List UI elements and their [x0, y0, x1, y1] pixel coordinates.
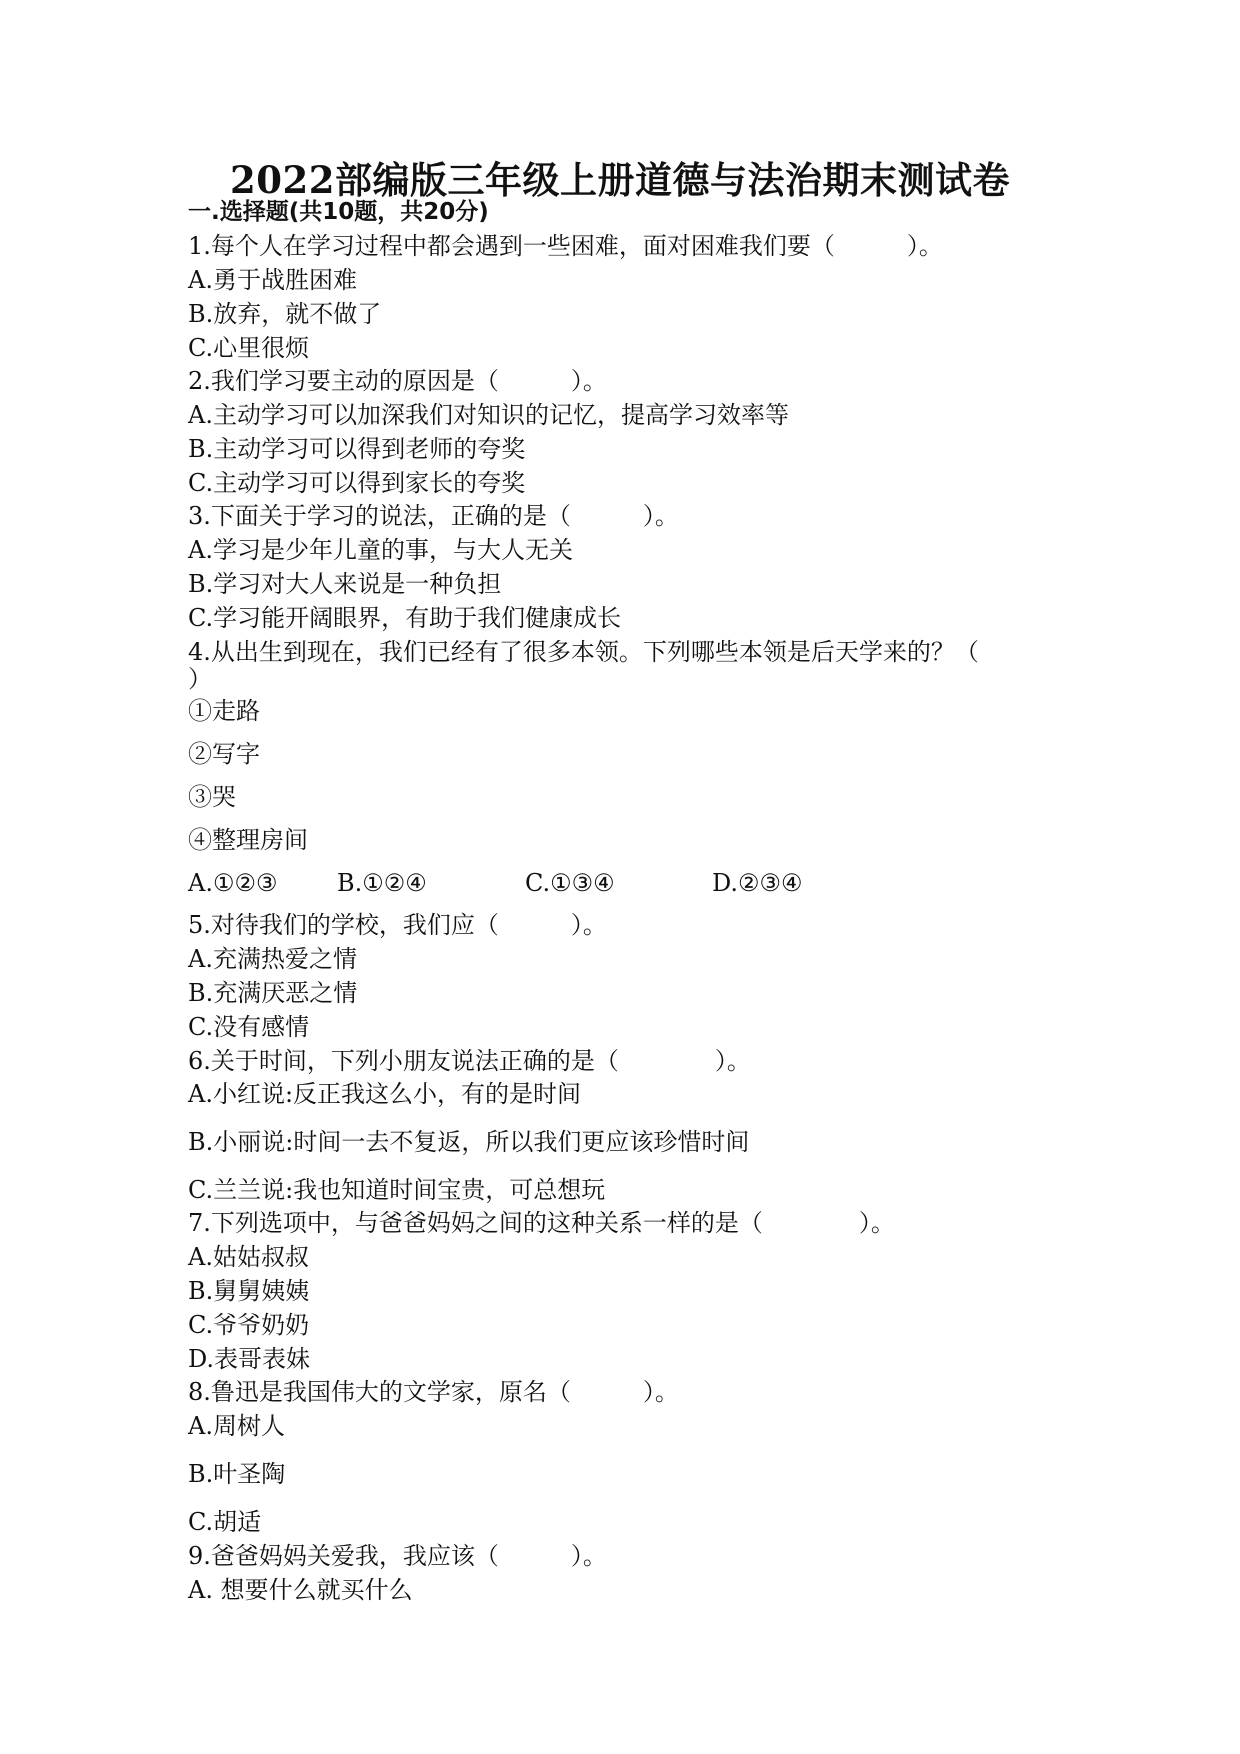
q5-option-b: B.充满厌恶之情	[188, 979, 358, 1007]
q5-option-c: C.没有感情	[188, 1013, 310, 1041]
q4-option-c: C.①③④	[525, 869, 615, 897]
page-title: 2022部编版三年级上册道德与法治期末测试卷	[230, 158, 1010, 202]
question-2: 2.我们学习要主动的原因是（ ）。	[188, 367, 607, 395]
q4-option-b: B.①②④	[337, 869, 427, 897]
q3-option-c: C.学习能开阔眼界，有助于我们健康成长	[188, 604, 622, 632]
q4-item-1: ①走路	[188, 697, 260, 725]
q7-option-d: D.表哥表妹	[188, 1345, 311, 1373]
q4-option-d: D.②③④	[712, 869, 803, 897]
q2-option-b: B.主动学习可以得到老师的夸奖	[188, 435, 526, 463]
q2-option-c: C.主动学习可以得到家长的夸奖	[188, 469, 526, 497]
q4-item-2: ②写字	[188, 740, 260, 768]
question-9: 9.爸爸妈妈关爱我，我应该（ ）。	[188, 1542, 607, 1570]
question-7: 7.下列选项中，与爸爸妈妈之间的这种关系一样的是（ ）。	[188, 1209, 895, 1237]
q7-option-c: C.爷爷奶奶	[188, 1311, 310, 1339]
q2-option-a: A.主动学习可以加深我们对知识的记忆，提高学习效率等	[188, 401, 789, 429]
question-8: 8.鲁迅是我国伟大的文学家，原名（ ）。	[188, 1378, 679, 1406]
question-3: 3.下面关于学习的说法，正确的是（ ）。	[188, 502, 679, 530]
q1-option-c: C.心里很烦	[188, 334, 310, 362]
q1-option-b: B.放弃，就不做了	[188, 300, 382, 328]
q6-option-a: A.小红说:反正我这么小，有的是时间	[188, 1080, 582, 1108]
question-4: 4.从出生到现在，我们已经有了很多本领。下列哪些本领是后天学来的？（	[188, 638, 979, 666]
question-5: 5.对待我们的学校，我们应（ ）。	[188, 911, 607, 939]
q3-option-a: A.学习是少年儿童的事，与大人无关	[188, 536, 573, 564]
q9-option-a: A. 想要什么就买什么	[188, 1576, 413, 1604]
q5-option-a: A.充满热爱之情	[188, 945, 357, 973]
q7-option-b: B.舅舅姨姨	[188, 1277, 310, 1305]
q8-option-a: A.周树人	[188, 1412, 285, 1440]
q3-option-b: B.学习对大人来说是一种负担	[188, 570, 502, 598]
q6-option-c: C.兰兰说:我也知道时间宝贵，可总想玩	[188, 1176, 606, 1204]
q7-option-a: A.姑姑叔叔	[188, 1243, 309, 1271]
q4-item-4: ④整理房间	[188, 826, 308, 854]
question-6: 6.关于时间，下列小朋友说法正确的是（ ）。	[188, 1047, 751, 1075]
q4-item-3: ③哭	[188, 783, 236, 811]
q8-option-b: B.叶圣陶	[188, 1460, 286, 1488]
q8-option-c: C.胡适	[188, 1508, 262, 1536]
q6-option-b: B.小丽说:时间一去不复返，所以我们更应该珍惜时间	[188, 1128, 750, 1156]
q1-option-a: A.勇于战胜困难	[188, 266, 357, 294]
q4-option-a: A.①②③	[188, 869, 278, 897]
question-4-cont: ）	[188, 665, 212, 693]
question-1: 1.每个人在学习过程中都会遇到一些困难，面对困难我们要（ ）。	[188, 232, 943, 260]
section-heading: 一.选择题(共10题，共20分)	[188, 199, 489, 225]
